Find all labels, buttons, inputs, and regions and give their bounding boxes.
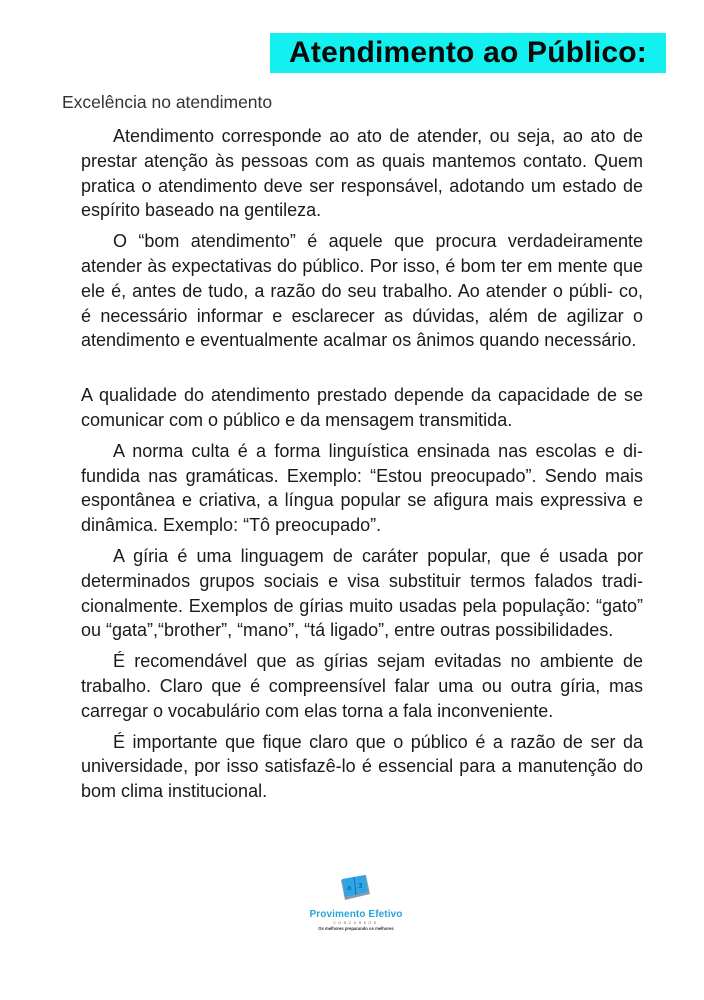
paragraph: A norma culta é a forma linguística ensinada nas escolas e di- fundida nas gramáticas. Exemplo: “Estou preocupado”. Sendo mais espontânea e criativa, a língua popular se afigura mais expressiva e dinâmica. Exemplo: “Tô preocupado”. (81, 440, 643, 536)
logo-tagline: Os melhores preparando os melhores (318, 926, 394, 931)
page-title-highlight (270, 33, 666, 73)
article-body (81, 124, 643, 810)
paragraph: É recomendável que as gírias sejam evitadas no ambiente de trabalho. Claro que é compreensível falar uma ou outra gíria, mas carregar o vocabulário com elas torna a fala inconveniente. (81, 651, 643, 721)
paragraph: É importante que fique claro que o público é a razão de ser da universidade, por isso satisfazê-lo é essencial para a manutenção do bom clima institucional. (81, 731, 643, 802)
paragraph: A gíria é uma linguagem de caráter popular, que é usada por determinados grupos sociais e visa substituir termos falados tradi- cionalmente. Exemplos de gírias muito usadas pela população: “gato” ou “gata”,“brother”, “mano”, “tá ligado”, entre outras possibilidades. (81, 545, 643, 641)
paragraph: O “bom atendimento” é aquele que procura verdadeiramente atender às expectativas do público. Por isso, é bom ter em mente que ele é, antes de tudo, a razão do seu trabalho. Ao atender o públi- co, é necessário informar e esclarecer as dúvidas, além de agilizar o atendimento e eventualmente acalmar os ânimos quando necessário. (81, 231, 643, 351)
cube-logo-icon (338, 874, 372, 902)
footer-logo (300, 872, 412, 934)
section-subtitle: Excelência no atendimento (62, 92, 273, 112)
page-title: Atendimento ao Público: (289, 36, 647, 69)
logo-name: Provimento Efetivo (309, 909, 403, 920)
paragraph: Atendimento corresponde ao ato de atender, ou seja, ao ato de prestar atenção às pessoas com as quais mantemos contato. Quem pratica o atendimento deve ser responsável, adotando um estado de espírito baseado na gentileza. (81, 126, 643, 221)
paragraph: A qualidade do atendimento prestado depende da capacidade de se comunicar com o público e da mensagem transmitida. (81, 385, 643, 430)
svg-text:a: a (347, 884, 352, 892)
svg-text:3: 3 (358, 882, 363, 890)
logo-subtitle: CONCURSOS (333, 921, 379, 925)
